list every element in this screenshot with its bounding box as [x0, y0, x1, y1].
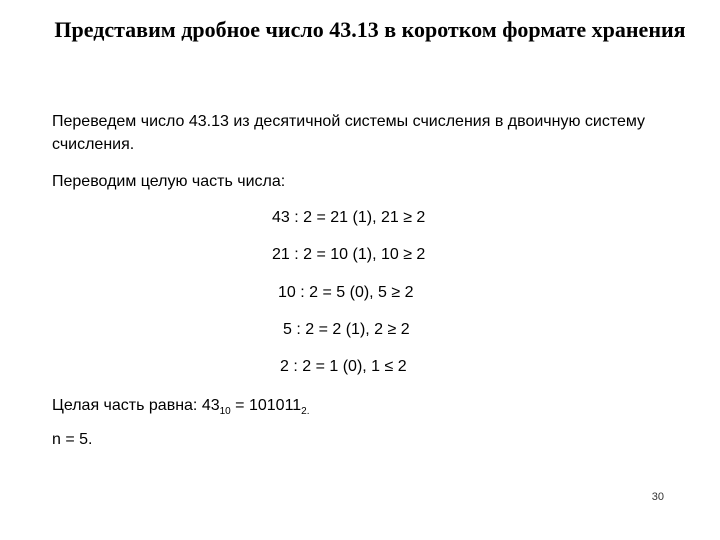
- division-step: 2 : 2 = 1 (0), 1 ≤ 2: [280, 358, 407, 375]
- integer-result: [52, 394, 672, 417]
- slide-title: Представим дробное число 43.13 в коротком формате хранения: [54, 17, 686, 42]
- division-step: 43 : 2 = 21 (1), 21 ≥ 2: [272, 209, 426, 226]
- result-base-out: 2.: [301, 406, 310, 417]
- result-value: = 101011: [230, 397, 302, 414]
- division-step: 21 : 2 = 10 (1), 10 ≥ 2: [272, 246, 426, 263]
- division-step: 10 : 2 = 5 (0), 5 ≥ 2: [278, 284, 414, 301]
- page-number: 30: [651, 491, 664, 503]
- intro-paragraph: Переведем число 43.13 из десятичной системы счисления в двоичную систему счисления.: [52, 113, 646, 153]
- n-value-line: n = 5.: [52, 431, 93, 448]
- integer-part-heading: Переводим целую часть числа:: [52, 173, 286, 190]
- result-base-in: 10: [219, 406, 231, 417]
- result-label: Целая часть равна: 43: [52, 397, 220, 414]
- division-step: 5 : 2 = 2 (1), 2 ≥ 2: [283, 321, 410, 338]
